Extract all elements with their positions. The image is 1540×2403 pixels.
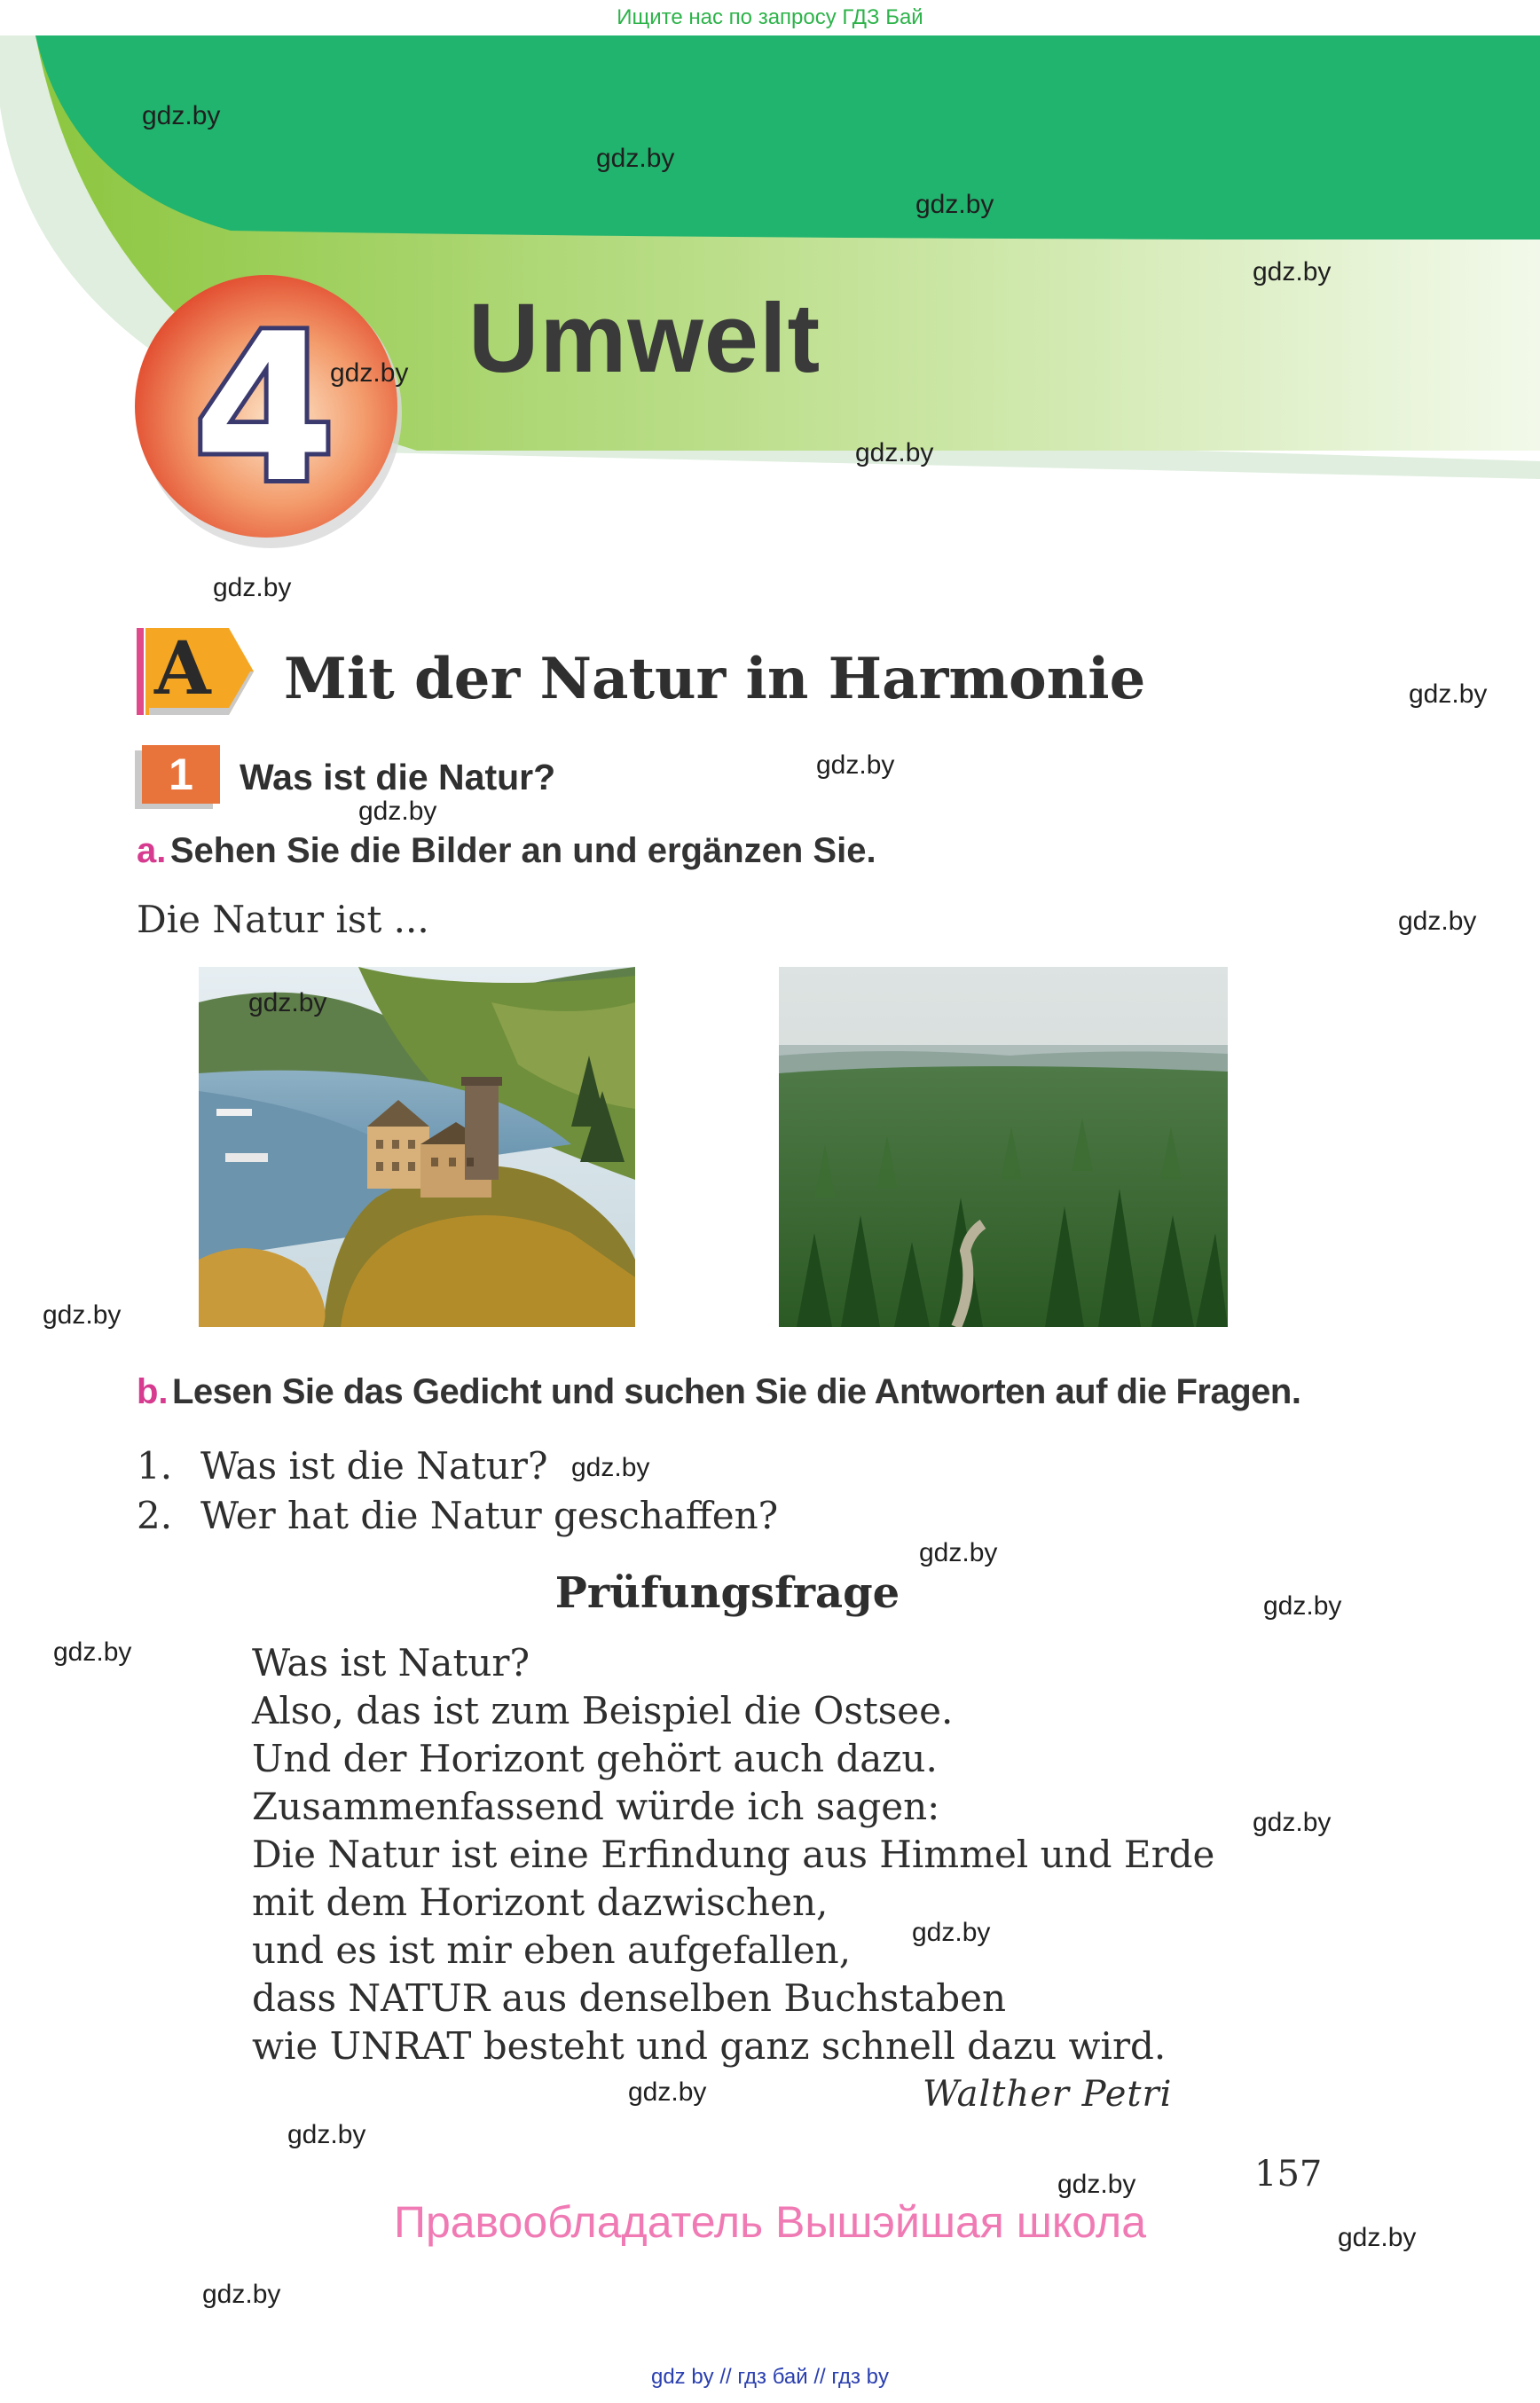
question-2-text: Wer hat die Natur geschaffen? bbox=[200, 1494, 779, 1537]
task-b bbox=[137, 1372, 1300, 1412]
watermark: gdz.by bbox=[571, 1453, 650, 1482]
watermark: gdz.by bbox=[53, 1637, 132, 1667]
watermark: gdz.by bbox=[213, 573, 292, 602]
poem-line: mit dem Horizont dazwischen, bbox=[252, 1881, 829, 1924]
question-2-text-wrap bbox=[200, 1494, 778, 1537]
watermark: gdz.by bbox=[1253, 1808, 1332, 1837]
watermark: gdz.by bbox=[1338, 2223, 1417, 2252]
watermark: gdz.by bbox=[1057, 2170, 1136, 2199]
task-a-letter: a. bbox=[137, 831, 167, 870]
question-2 bbox=[137, 1494, 172, 1537]
watermark: gdz.by bbox=[628, 2077, 707, 2107]
watermark: gdz.by bbox=[202, 2280, 281, 2309]
exercise-title: Was ist die Natur? bbox=[240, 757, 556, 797]
top-search-banner[interactable]: Ищите нас по запросу ГДЗ Бай bbox=[617, 5, 923, 29]
poem-line: Also, das ist zum Beispiel die Ostsee. bbox=[252, 1689, 954, 1732]
watermark: gdz.by bbox=[596, 144, 675, 173]
watermark: gdz.by bbox=[919, 1538, 998, 1567]
task-a bbox=[137, 831, 876, 871]
task-b-text: Lesen Sie das Gedicht und suchen Sie die Antworten auf die Fragen. bbox=[172, 1372, 1301, 1411]
section-letter: A bbox=[154, 626, 211, 711]
watermark: gdz.by bbox=[1263, 1591, 1342, 1621]
chapter-title: Umwelt bbox=[468, 284, 821, 393]
poem-line: wie UNRAT besteht und ganz schnell dazu wird. bbox=[252, 2024, 1167, 2068]
poem-title: Prüfungsfrage bbox=[554, 1568, 900, 1618]
question-1 bbox=[137, 1444, 172, 1488]
forest-image bbox=[779, 967, 1228, 1327]
question-1-text-wrap bbox=[200, 1444, 548, 1488]
forest-photo bbox=[779, 967, 1228, 1327]
task-a-text: Sehen Sie die Bilder an und ergänzen Sie. bbox=[169, 831, 876, 870]
poem-line: Zusammenfassend würde ich sagen: bbox=[252, 1785, 940, 1828]
castle-image bbox=[199, 967, 635, 1327]
poem-line: Die Natur ist eine Erfindung aus Himmel und Erde bbox=[252, 1833, 1215, 1876]
poem-line: Was ist Natur? bbox=[252, 1641, 530, 1684]
question-1-text: Was ist die Natur? bbox=[200, 1444, 548, 1488]
watermark: gdz.by bbox=[358, 797, 437, 826]
watermark: gdz.by bbox=[142, 101, 221, 130]
poem-author: Walther Petri bbox=[923, 2074, 1173, 2115]
watermark: gdz.by bbox=[855, 438, 934, 467]
footer-links[interactable]: gdz by // гдз бай // гдз by bbox=[650, 2365, 890, 2389]
watermark: gdz.by bbox=[330, 358, 409, 388]
watermark: gdz.by bbox=[287, 2120, 366, 2149]
watermark: gdz.by bbox=[816, 750, 895, 780]
rhine-castle-photo bbox=[199, 967, 635, 1327]
poem-line: dass NATUR aus denselben Buchstaben bbox=[252, 1976, 1007, 2020]
question-2-number: 2. bbox=[137, 1494, 173, 1537]
watermark: gdz.by bbox=[248, 988, 327, 1017]
page-number: 157 bbox=[1254, 2154, 1323, 2195]
watermark: gdz.by bbox=[43, 1300, 122, 1330]
watermark: gdz.by bbox=[1409, 679, 1488, 709]
copyright-notice: Правообладатель Вышэйшая школа bbox=[394, 2197, 1146, 2247]
task-b-letter: b. bbox=[137, 1372, 169, 1411]
exercise-number: 1 bbox=[169, 750, 193, 799]
prompt-text: Die Natur ist ... bbox=[137, 898, 429, 941]
question-1-number: 1. bbox=[137, 1444, 173, 1488]
chapter-number: 4 bbox=[192, 291, 336, 528]
watermark: gdz.by bbox=[1253, 257, 1332, 287]
section-title: Mit der Natur in Harmonie bbox=[284, 646, 1146, 712]
poem-line: Und der Horizont gehört auch dazu. bbox=[252, 1737, 938, 1780]
watermark: gdz.by bbox=[915, 190, 994, 219]
poem-line: und es ist mir eben aufgefallen, bbox=[252, 1928, 852, 1972]
watermark: gdz.by bbox=[912, 1918, 991, 1947]
watermark: gdz.by bbox=[1398, 907, 1477, 936]
